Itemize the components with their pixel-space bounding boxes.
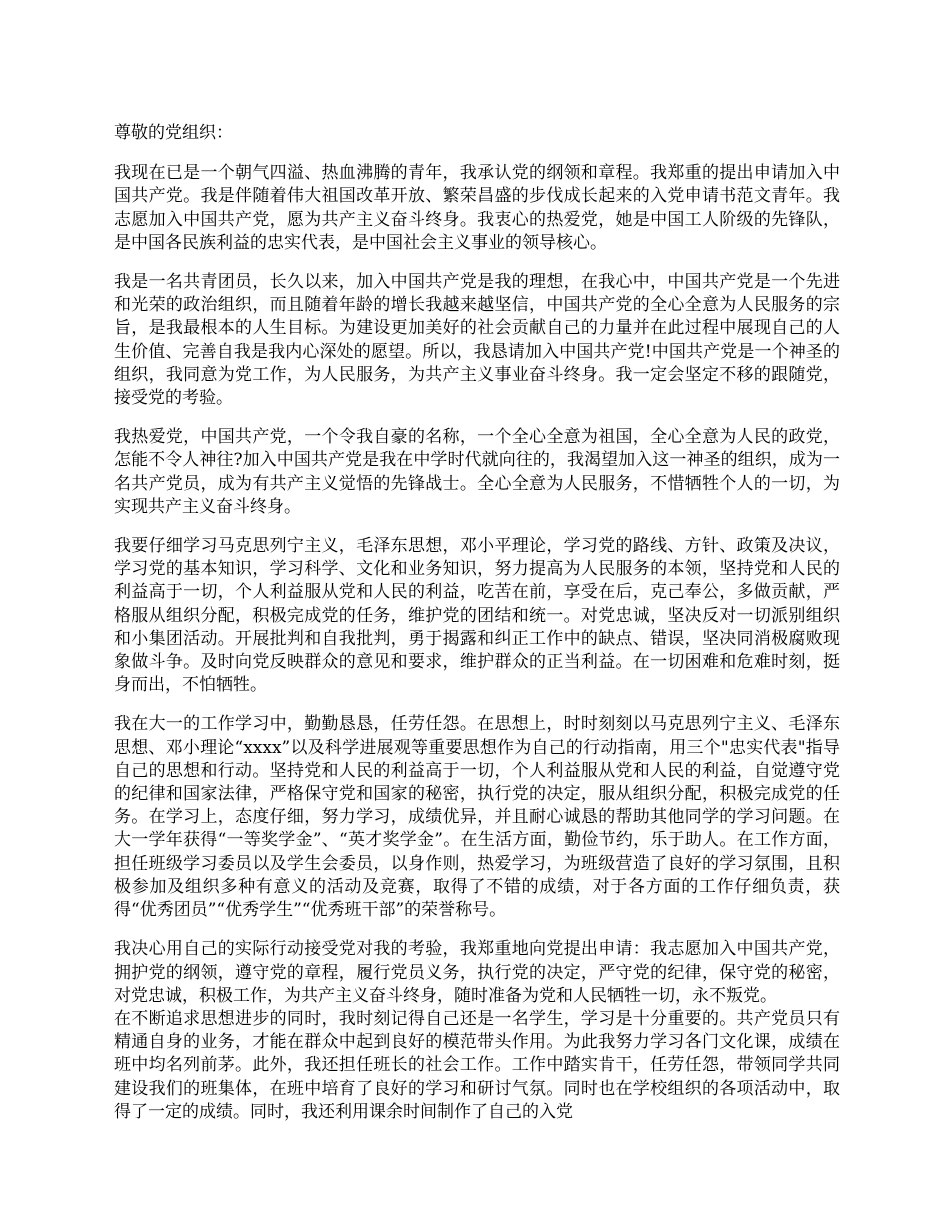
paragraph-5: 我在大一的工作学习中，勤勤恳恳，任劳任怨。在思想上，时时刻刻以马克思列宁主义、毛泽东思想、邓小理论“xxxx”以及科学进展观等重要思想作为自己的行动指南，用三个"忠实代表"指导自己的思想和行动。坚持党和人民的利益高于一切，个人利益服从党和人民的利益，自觉遵守党的纪律和国家法律，严格保守党和国家的秘密，执行党的决定，服从组织分配，积极完成党的任务。在学习上，态度仔细，努力学习，成绩优异，并且耐心诚恳的帮助其他同学的学习问题。在大一学年获得“一等奖学金”、“英才奖学金”。在生活方面，勤俭节约，乐于助人。在工作方面，担任班级学习委员以及学生会委员，以身作则，热爱学习，为班级营造了良好的学习氛围，且积极参加及组织多种有意义的活动及竞赛，取得了不错的成绩，对于各方面的工作仔细负责，获得“优秀团员”“优秀学生”“优秀班干部”的荣誉称号。 (114, 714, 840, 921)
salutation: 尊敬的党组织： (114, 123, 233, 143)
paragraph-4: 我要仔细学习马克思列宁主义，毛泽东思想，邓小平理论，学习党的路线、方针、政策及决议，学习党的基本知识，学习科学、文化和业务知识，努力提高为人民服务的本领，坚持党和人民的利益高于一切，个人利益服从党和人民的利益，吃苦在前，享受在后，克己奉公，多做贡献，严格服从组织分配，积极完成党的任务，维护党的团结和统一。对党忠诚，坚决反对一切派别组织和小集团活动。开展批判和自我批判，勇于揭露和纠正工作中的缺点、错误，坚决同消极腐败现象做斗争。及时向党反映群众的意见和要求，维护群众的正当利益。在一切困难和危难时刻，挺身而出，不怕牺牲。 (114, 536, 840, 696)
paragraph-7: 在不断追求思想进步的同时，我时刻记得自己还是一名学生，学习是十分重要的。共产党员只有精通自身的业务，才能在群众中起到良好的模范带头作用。为此我努力学习各门文化课，成绩在班中均名列前茅。此外，我还担任班长的社会工作。工作中踏实肯干，任劳任怨，带领同学共同建设我们的班集体，在班中培育了良好的学习和研讨气氛。同时也在学校组织的各项活动中，取得了一定的成绩。同时，我还利用课余时间制作了自己的入党 (114, 1008, 840, 1122)
document-body (114, 122, 840, 1124)
paragraph-1: 我现在已是一个朝气四溢、热血沸腾的青年，我承认党的纲领和章程。我郑重的提出申请加入中国共产党。我是伴随着伟大祖国改革开放、繁荣昌盛的步伐成长起来的入党申请书范文青年。我志愿加入中国共产党，愿为共产主义奋斗终身。我衷心的热爱党，她是中国工人阶级的先锋队，是中国各民族利益的忠实代表，是中国社会主义事业的领导核心。 (114, 163, 840, 253)
paragraph-2: 我是一名共青团员，长久以来，加入中国共产党是我的理想，在我心中，中国共产党是一个先进和光荣的政治组织，而且随着年龄的增长我越来越坚信，中国共产党的全心全意为人民服务的宗旨，是我最根本的人生目标。为建设更加美好的社会贡献自己的力量并在此过程中展现自己的人生价值、完善自我是我内心深处的愿望。所以，我恳请加入中国共产党!中国共产党是一个神圣的组织，我同意为党工作，为人民服务，为共产主义事业奋斗终身。我一定会坚定不移的跟随党，接受党的考验。 (114, 272, 840, 409)
paragraph-6: 我决心用自己的实际行动接受党对我的考验，我郑重地向党提出申请：我志愿加入中国共产党，拥护党的纲领，遵守党的章程，履行党员义务，执行党的决定，严守党的纪律，保守党的秘密，对党忠诚，积极工作，为共产主义奋斗终身，随时准备为党和人民牺牲一切，永不叛党。 (114, 939, 840, 1006)
paragraph-3: 我热爱党，中国共产党，一个令我自豪的名称，一个全心全意为祖国，全心全意为人民的政党，怎能不令人神往?加入中国共产党是我在中学时代就向往的，我渴望加入这一神圣的组织，成为一名共产党员，成为有共产主义觉悟的先锋战士。全心全意为人民服务，不惜牺牲个人的一切，为实现共产主义奋斗终身。 (114, 427, 840, 517)
